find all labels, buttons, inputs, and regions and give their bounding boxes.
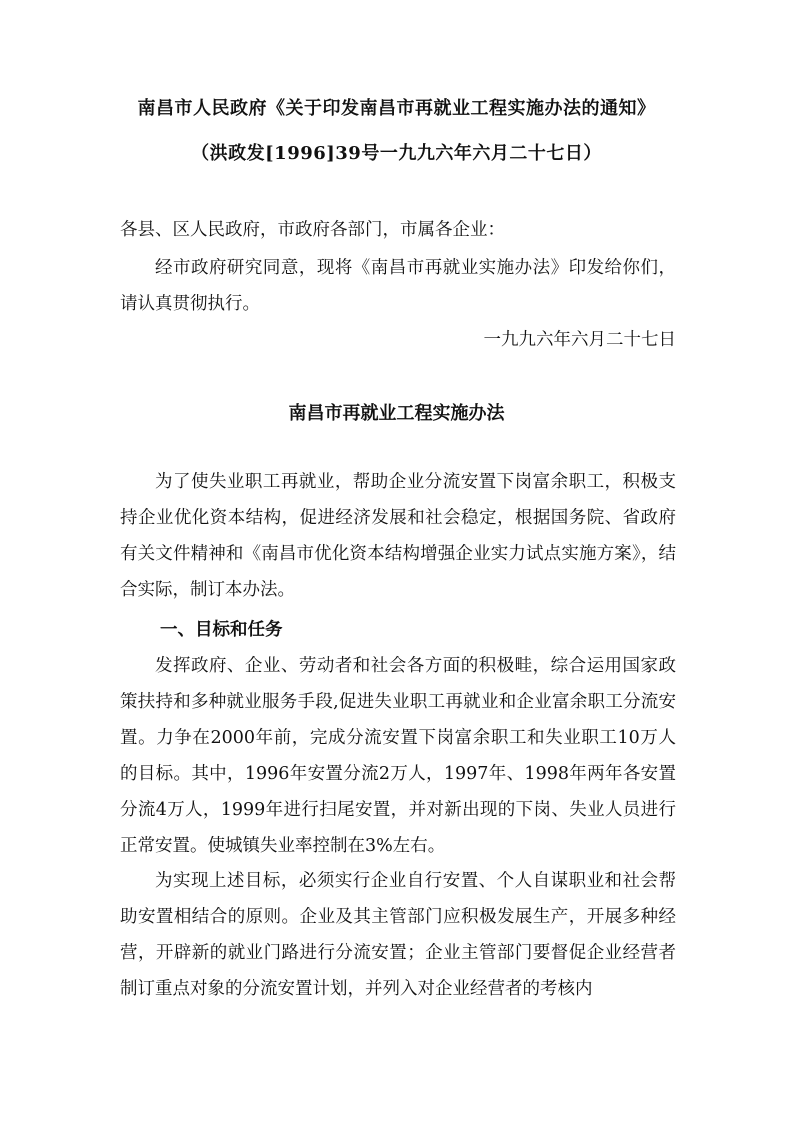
addressee-line: 各县、区人民政府，市政府各部门，市属各企业：: [120, 220, 505, 240]
goals-paragraph: 发挥政府、企业、劳动者和社会各方面的积极畦，综合运用国家政策扶持和多种就业服务手段,促进失业职工再就业和企业富余职工分流安置。力争在2000年前，完成分流安置下岗富余职工和失业职工10万人的目标。其中，1996年安置分流2万人，1997年、1998年两年各安置分流4万人，1999年进行扫尾安置，并对新出现的下岗、失业人员进行正常安置。使城镇失业率控制在3%左右。: [120, 656, 676, 856]
heading-goals-and-tasks: 一、目标和任务: [160, 620, 283, 640]
section-title: 南昌市再就业工程实施办法: [288, 403, 505, 424]
document-number-date: （洪政发[1996]39号一九九六年六月二十七日）: [191, 143, 602, 164]
document-title: 南昌市人民政府《关于印发南昌市再就业工程实施办法的通知》: [137, 98, 656, 119]
principles-paragraph: 为实现上述目标，必须实行企业自行安置、个人自谋职业和社会帮助安置相结合的原则。企业及其主管部门应积极发展生产，开展多种经营，开辟新的就业门路进行分流安置；企业主管部门要督促企业经营者制订重点对象的分流安置计划，并列入对企业经营者的考核内: [120, 871, 676, 999]
notice-date: 一九九六年六月二十七日: [483, 330, 676, 350]
intro-paragraph: 为了使失业职工再就业，帮助企业分流安置下岗富余职工，积极支持企业优化资本结构，促进经济发展和社会稳定，根据国务院、省政府有关文件精神和《南昌市优化资本结构增强企业实力试点实施方案》，结合实际，制订本办法。: [120, 472, 676, 600]
notice-paragraph: 经市政府研究同意，现将《南昌市再就业实施办法》印发给你们，请认真贯彻执行。: [120, 258, 676, 314]
